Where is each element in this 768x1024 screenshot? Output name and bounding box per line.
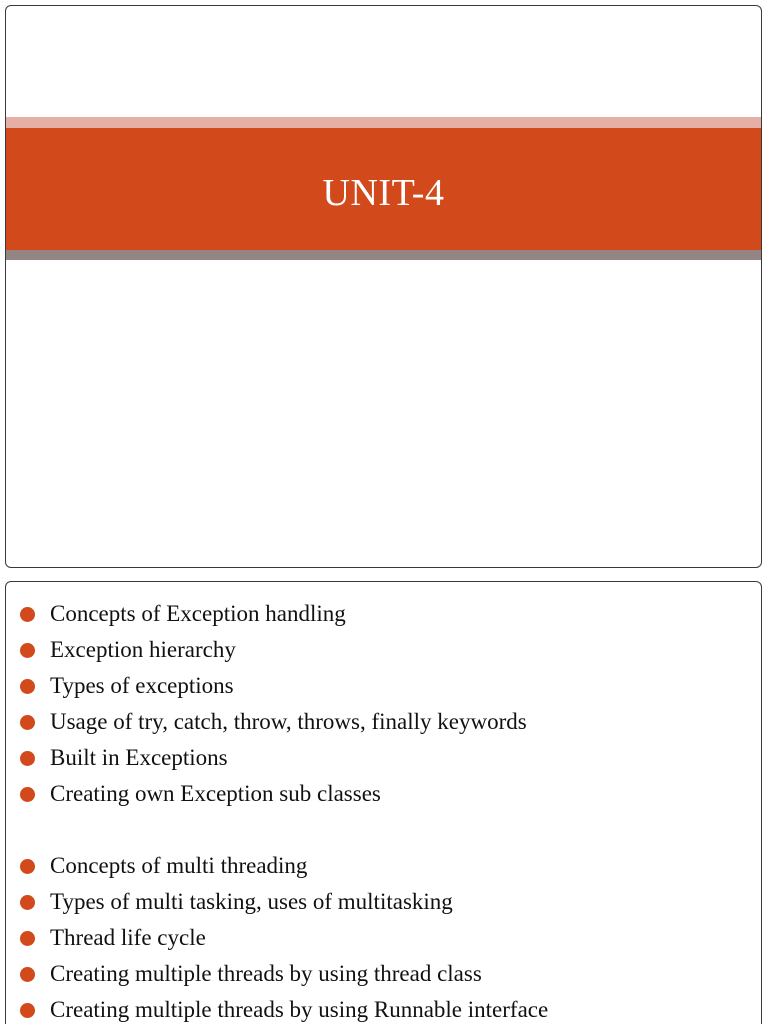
bullet-text: Creating multiple threads by using Runnable interface xyxy=(50,997,549,1022)
bullet-text: Usage of try, catch, throw, throws, finally keywords xyxy=(50,709,527,734)
slide-title: UNIT-4 xyxy=(322,172,445,214)
bullet-text: Concepts of multi threading xyxy=(50,853,308,878)
bullet-dot-icon xyxy=(20,679,35,694)
bullet-dot-icon xyxy=(20,931,35,946)
bullet-dot-icon xyxy=(20,607,35,622)
bullet-text: Exception hierarchy xyxy=(50,637,236,662)
bullet-dot-icon xyxy=(20,859,35,874)
bullet-text: Types of multi tasking, uses of multitasking xyxy=(50,889,453,914)
bullet-text: Thread life cycle xyxy=(50,925,206,950)
bullet-text: Creating multiple threads by using thread class xyxy=(50,961,482,986)
bullet-text: Built in Exceptions xyxy=(50,745,228,770)
bullet-text: Types of exceptions xyxy=(50,673,234,698)
bullet-dot-icon xyxy=(20,1003,35,1018)
bullet-dot-icon xyxy=(20,967,35,982)
bullet-dot-icon xyxy=(20,787,35,802)
bullet-text: Creating own Exception sub classes xyxy=(50,781,381,806)
bullet-dot-icon xyxy=(20,643,35,658)
title-band-shadow xyxy=(6,250,761,260)
bullet-dot-icon xyxy=(20,715,35,730)
bullet-text: Concepts of Exception handling xyxy=(50,601,346,626)
bullet-dot-icon xyxy=(20,751,35,766)
title-band-light xyxy=(6,117,761,128)
title-slide xyxy=(5,5,762,568)
content-slide xyxy=(5,581,762,1024)
bullet-dot-icon xyxy=(20,895,35,910)
